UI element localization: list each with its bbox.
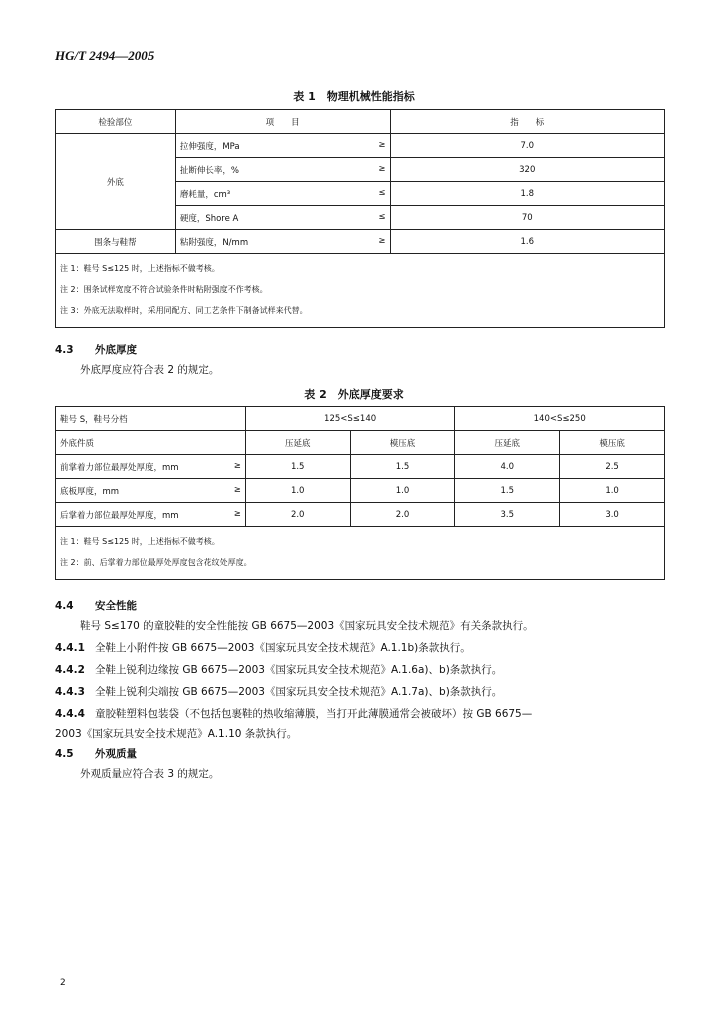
table-cell: 1.0	[245, 479, 350, 503]
table-cell: 后掌着力部位最厚处厚度，mm ≥	[56, 503, 246, 527]
table2-notes: 注 1：鞋号 S≤125 时，上述指标不做考核。 注 2：前、后掌着力部位最厚处厚度包含花纹处厚度。	[56, 527, 665, 580]
table-cell: 前掌着力部位最厚处厚度，mm ≥	[56, 455, 246, 479]
table-cell: 2.0	[350, 503, 455, 527]
table-cell: 拉伸强度，MPa ≥	[175, 134, 390, 158]
page-number: 2	[60, 978, 66, 988]
table-cell: 2.5	[560, 455, 665, 479]
table-cell: 模压底	[560, 431, 665, 455]
table2-caption: 表 2 外底厚度要求	[304, 388, 404, 401]
table-cell: 压延底	[455, 431, 560, 455]
table1-caption: 表 1 物理机械性能指标	[293, 90, 415, 103]
table-cell: 2.0	[245, 503, 350, 527]
table-cell: 1.5	[455, 479, 560, 503]
section-4-4-text: 鞋号 S≤170 的童胶鞋的安全性能按 GB 6675—2003《国家玩具安全技术规范》有关条款执行。	[80, 620, 534, 632]
table-cell: 3.5	[455, 503, 560, 527]
section-4-3-heading: 4.3 外底厚度	[55, 344, 137, 356]
table2-range-2: 140<S≤250	[455, 407, 665, 431]
table1-header-part: 检验部位	[56, 110, 176, 134]
table-cell: 粘附强度，N/mm ≥	[175, 230, 390, 254]
standard-code: HG/T 2494—2005	[55, 48, 155, 63]
table-cell: 1.6	[390, 230, 665, 254]
table-cell: 1.0	[350, 479, 455, 503]
table-cell: 模压底	[350, 431, 455, 455]
table1-header-item: 项 目	[175, 110, 390, 134]
table-cell: 4.0	[455, 455, 560, 479]
section-4-4-1: 4.4.1 全鞋上小附件按 GB 6675—2003《国家玩具安全技术规范》A.1.1b)条款执行。	[55, 642, 471, 654]
table-cell: 3.0	[560, 503, 665, 527]
table-cell: 磨耗量，cm³ ≤	[175, 182, 390, 206]
table1-header-value: 指 标	[390, 110, 665, 134]
table2-row-header: 鞋号 S，鞋号分档	[56, 407, 246, 431]
section-4-4-2: 4.4.2 全鞋上锐利边缘按 GB 6675—2003《国家玩具安全技术规范》A.1.6a)、b)条款执行。	[55, 664, 503, 676]
section-4-4-3: 4.4.3 全鞋上锐利尖端按 GB 6675—2003《国家玩具安全技术规范》A.1.7a)、b)条款执行。	[55, 686, 503, 698]
table-cell: 底板厚度，mm ≥	[56, 479, 246, 503]
table1-group-outsole: 外底	[56, 134, 176, 230]
table-cell: 扯断伸长率，% ≥	[175, 158, 390, 182]
section-4-4-heading: 4.4 安全性能	[55, 600, 137, 612]
section-4-5-heading: 4.5 外观质量	[55, 748, 137, 760]
table-cell: 70	[390, 206, 665, 230]
table-cell: 1.0	[560, 479, 665, 503]
table-cell: 320	[390, 158, 665, 182]
table-cell: 硬度，Shore A ≤	[175, 206, 390, 230]
table1-notes: 注 1：鞋号 S≤125 时，上述指标不做考核。 注 2：围条试样宽度不符合试验条件时粘附强度不作考核。 注 3：外底无法取样时，采用同配方、同工艺条件下制备试样来代替。	[56, 254, 665, 328]
table2-range-1: 125<S≤140	[245, 407, 455, 431]
table-cell: 压延底	[245, 431, 350, 455]
table-cell: 1.5	[350, 455, 455, 479]
table1	[55, 109, 665, 328]
table-cell: 1.8	[390, 182, 665, 206]
table1-group-bond: 围条与鞋帮	[56, 230, 176, 254]
section-4-4-4: 4.4.4 童胶鞋塑料包装袋（不包括包裹鞋的热收缩薄膜，当打开此薄膜通常会被破坏）按 GB 6675—	[55, 708, 533, 720]
table-cell: 1.5	[245, 455, 350, 479]
section-4-3-text: 外底厚度应符合表 2 的规定。	[80, 364, 220, 376]
table2	[55, 406, 665, 580]
section-4-5-text: 外观质量应符合表 3 的规定。	[80, 768, 220, 780]
table-cell: 7.0	[390, 134, 665, 158]
section-4-4-4-cont: 2003《国家玩具安全技术规范》A.1.10 条款执行。	[55, 728, 298, 740]
table2-type-label: 外底件质	[56, 431, 246, 455]
